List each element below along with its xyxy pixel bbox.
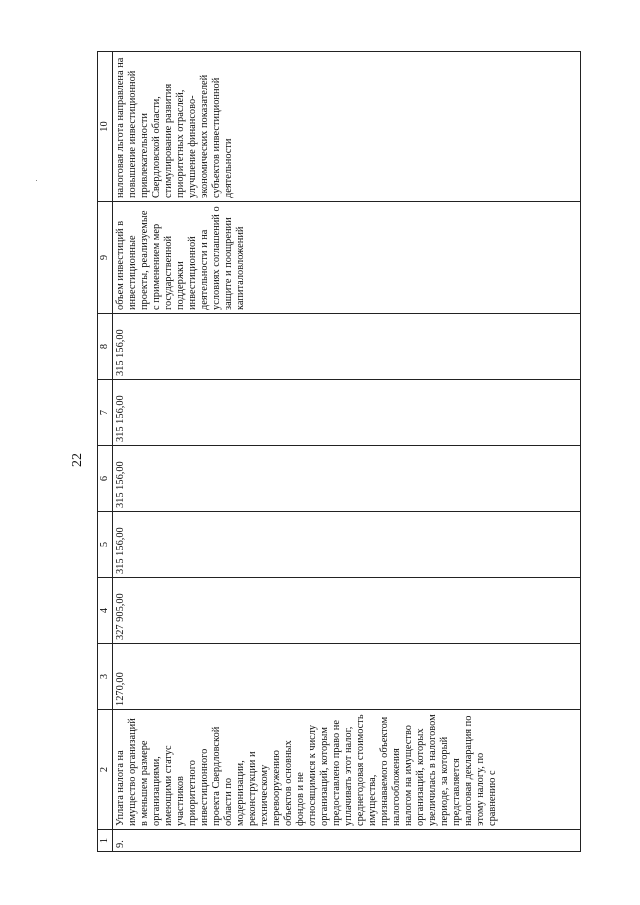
row-number: 9. — [113, 830, 581, 852]
header-row — [98, 52, 113, 852]
header-cell-2: 2 — [98, 710, 113, 830]
rotated-table-container — [97, 52, 581, 852]
value-col-4: 327 905,00 — [113, 578, 581, 644]
header-cell-9: 9 — [98, 202, 113, 314]
scan-speck — [36, 180, 37, 181]
header-cell-3: 3 — [98, 644, 113, 710]
value-col-3: 1270,00 — [113, 644, 581, 710]
value-col-6: 315 156,00 — [113, 446, 581, 512]
header-cell-1: 1 — [98, 830, 113, 852]
header-cell-4: 4 — [98, 578, 113, 644]
value-col-5: 315 156,00 — [113, 512, 581, 578]
tax-expenditure-table — [97, 51, 581, 852]
header-cell-7: 7 — [98, 380, 113, 446]
page-number: 22 — [70, 453, 85, 467]
header-cell-6: 6 — [98, 446, 113, 512]
indicator-description: объем инвестиций в инвестиционные проекты, реализуемые с применением мер государственной поддержки инвестиционной деятельности и на условиях соглашений о защите и поощрении капиталовложений — [113, 202, 581, 314]
header-cell-10: 10 — [98, 52, 113, 202]
tax-benefit-description: Уплата налога на имущество организаций в меньшем размере организациями, имеющими статус участников приоритетного инвестиционного проекта Свердловской области по модернизации, реконструкции и техническому перевооружению объектов основных фондов и не относящимися к числу организаций, которым предоставлено право не уплачивать этот налог, среднегодовая стоимость имущества, признаваемого объектом налогообложения налогом на имущество организаций, которых увеличилась в налоговом периоде, за который представляется налоговая декларация по этому налогу, по сравнению с — [113, 710, 581, 830]
goal-description: налоговая льгота направлена на повышение инвестиционной привлекательности Свердловской области, стимулирование развития приоритетных отраслей, улучшение финансово-экономических показателей субъектов инвестиционной деятельности — [113, 52, 581, 202]
value-col-7: 315 156,00 — [113, 380, 581, 446]
header-cell-5: 5 — [98, 512, 113, 578]
value-col-8: 315 156,00 — [113, 314, 581, 380]
header-cell-8: 8 — [98, 314, 113, 380]
table-row — [113, 52, 581, 852]
